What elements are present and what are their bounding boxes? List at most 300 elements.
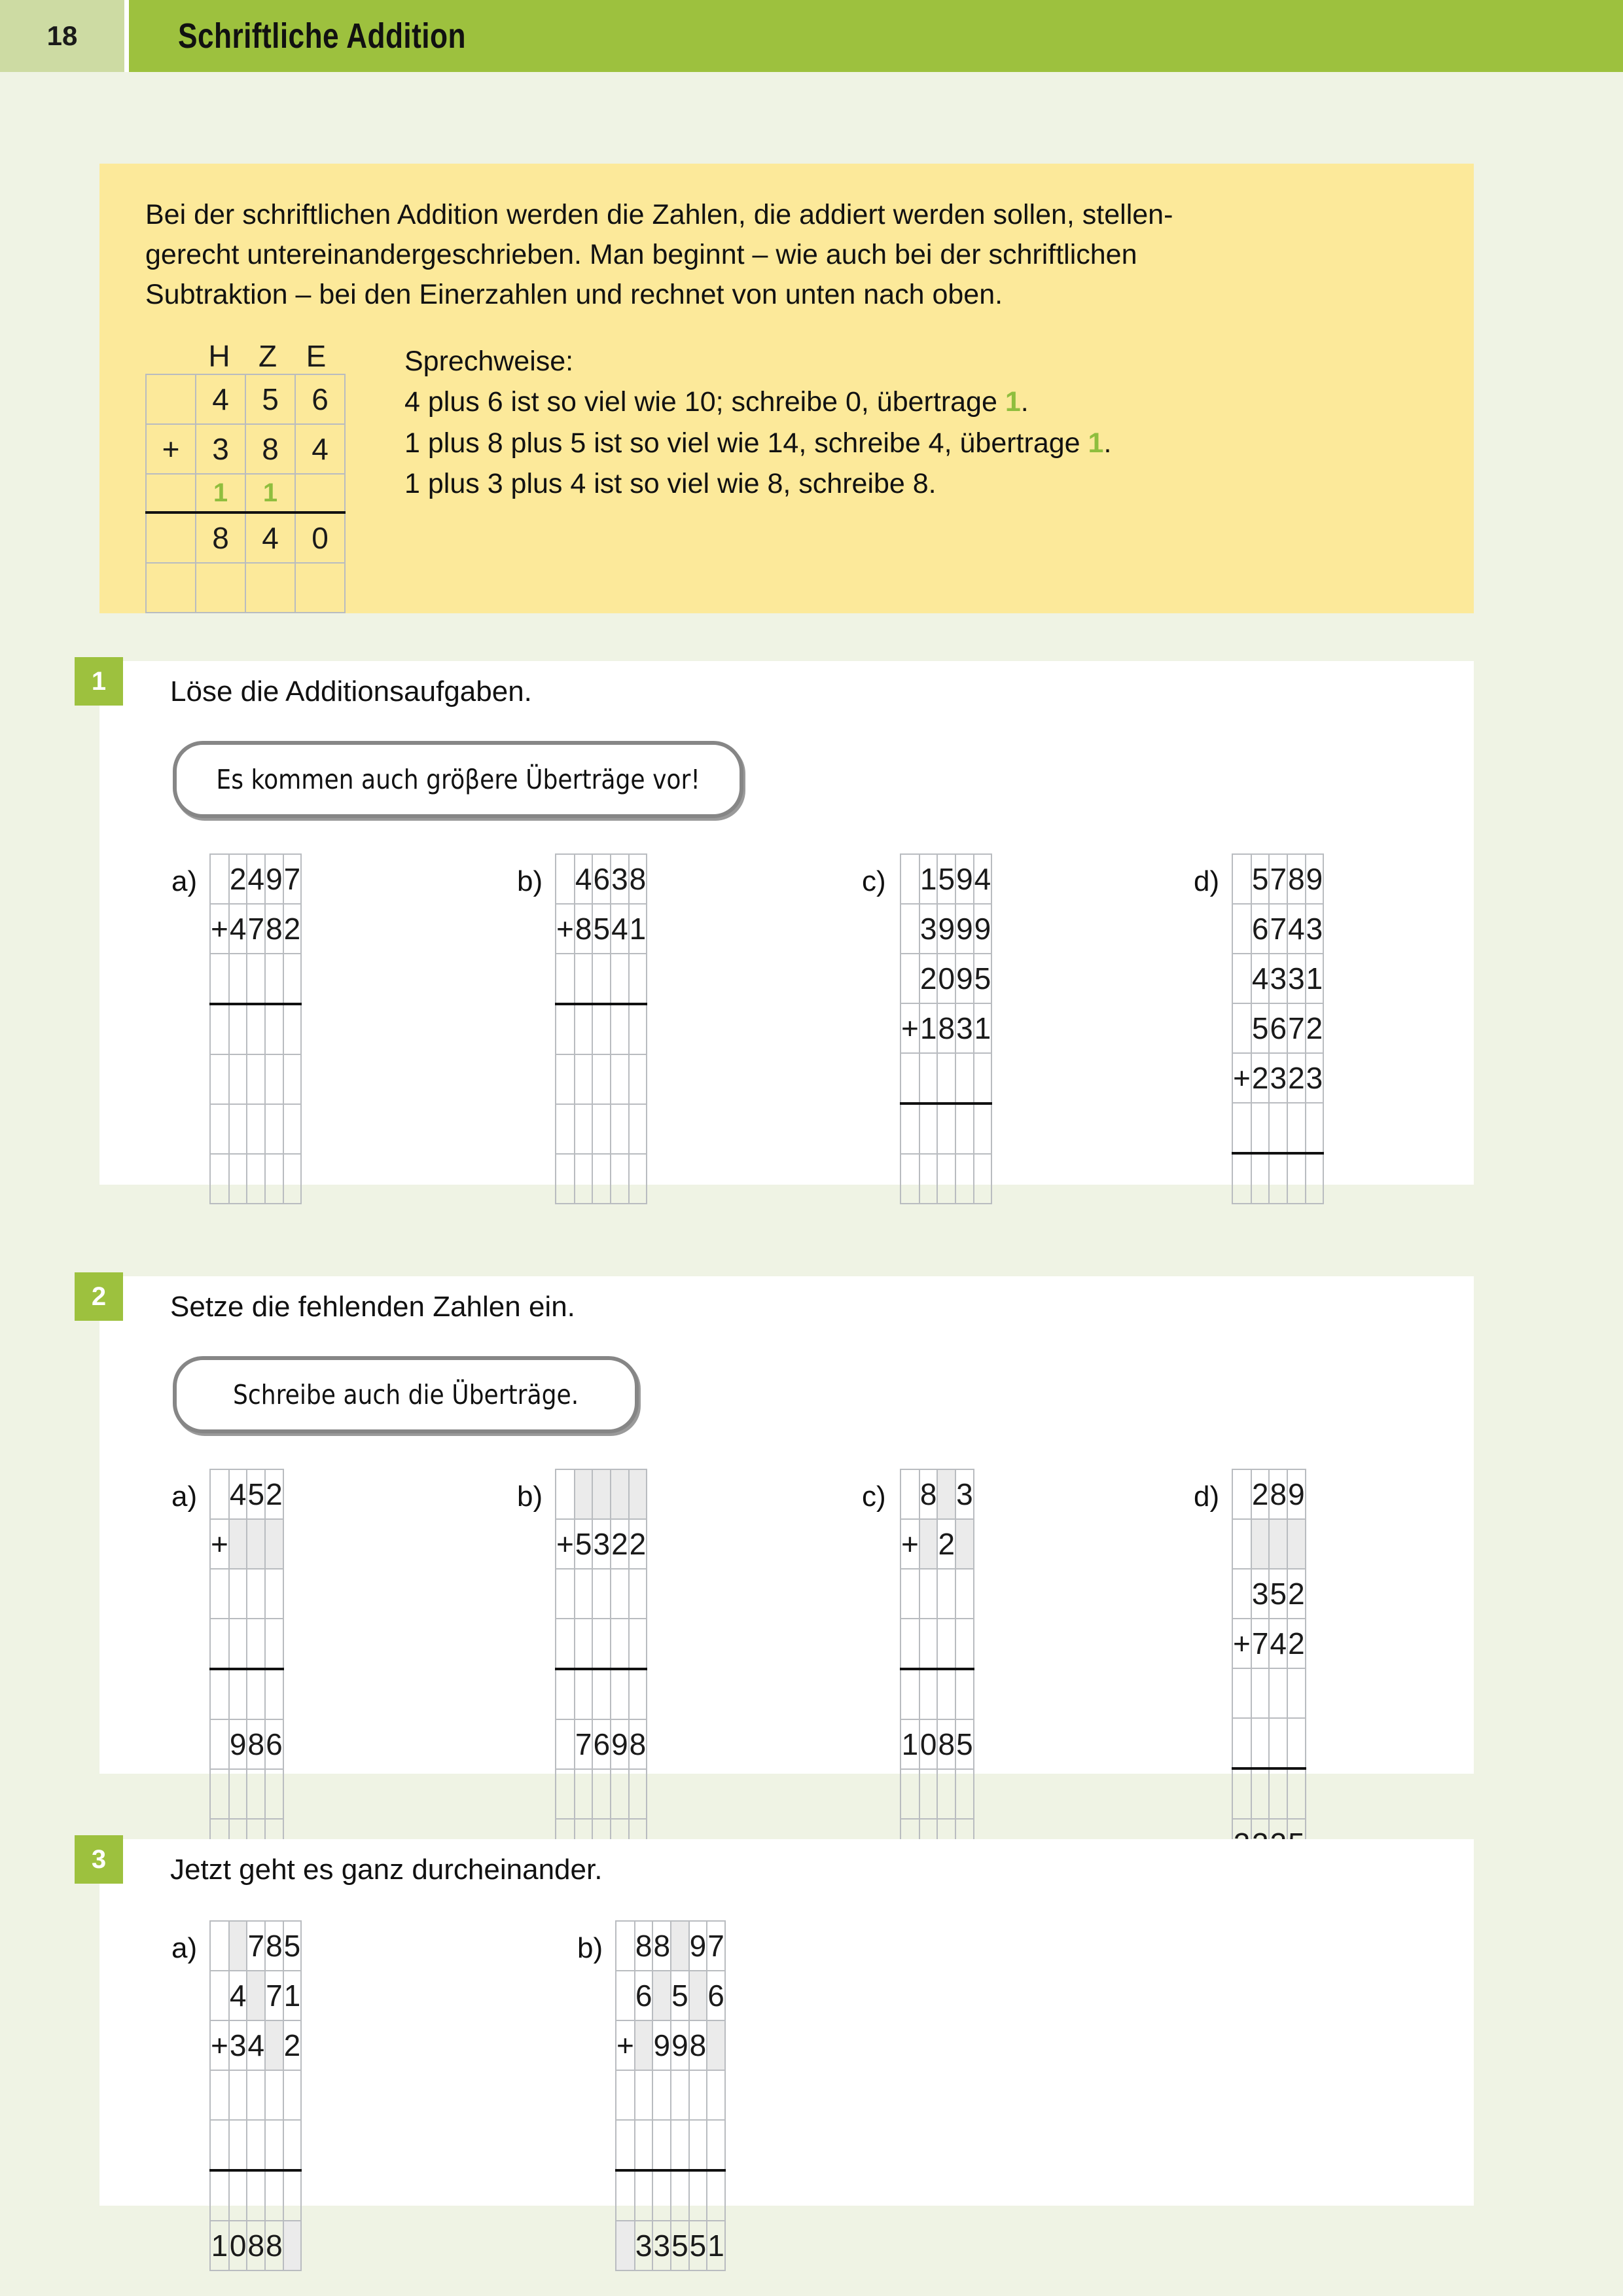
addend-row-1-operator-0[interactable] [1232,854,1251,904]
empty-row-6-blank-4[interactable] [1306,1153,1324,1204]
empty-row-3-blank-2[interactable] [247,1004,265,1054]
gap-row-2-blank-2[interactable] [247,1619,265,1669]
addend-row-1-digit-1: 1 [919,854,938,904]
post-line-row-blank-0[interactable] [556,1669,575,1719]
addend-row-2 [901,1519,974,1569]
gap-row-1-blank-1[interactable] [1251,1103,1270,1153]
addend-row-4-digit-2: 4 [1269,1619,1287,1668]
gap-row-2-blank-1[interactable] [1251,1718,1270,1768]
exercise-2-grid-wrap [209,1469,284,1869]
empty-row-5-blank-1[interactable] [919,1103,938,1154]
empty-row-4-blank-1[interactable] [229,1054,247,1104]
post-line-row-blank-0[interactable] [1232,1768,1251,1819]
gap-row-1-blank-2[interactable] [247,954,265,1004]
gap-row-1-blank-1[interactable] [229,954,247,1004]
empty-row-5-blank-4[interactable] [974,1103,992,1154]
addend-row-1-operator-0[interactable] [616,1921,635,1971]
gap-row-2-blank-2[interactable] [652,2120,671,2170]
empty-row-6-blank-2[interactable] [937,1769,955,1819]
addend-row-2-operator-0[interactable] [1232,1519,1251,1569]
empty-row-6-blank-2[interactable] [592,1769,611,1819]
post-line-row-blank-1[interactable] [635,2170,653,2221]
exercise-2-card [91,1276,1474,1774]
empty-row-3 [210,1004,301,1054]
exercise-2-grid-c [900,1469,974,1869]
empty-row-4 [210,1054,301,1104]
gap-row-1-blank-0[interactable] [1232,1103,1251,1153]
addend-row-2-digit-1: 6 [635,1971,653,2020]
gap-row-1-blank-3[interactable] [611,1569,629,1619]
empty-row-4-blank-2[interactable] [592,1054,611,1104]
gap-row-2-blank-3[interactable] [671,2120,689,2170]
gap-row-1-blank-4[interactable] [689,2070,707,2120]
empty-row-5-blank-4[interactable] [283,1104,302,1154]
addend-row-1-digit-1: 5 [1251,854,1270,904]
gap-row-2-blank-0[interactable] [616,2120,635,2170]
post-line-row-blank-0[interactable] [210,1669,229,1719]
post-line-row-blank-2[interactable] [247,2170,265,2221]
addend-row-2-operator-0[interactable] [210,1971,229,2020]
page-number: 18 [0,0,124,72]
empty-row-3-blank-0[interactable] [210,1004,229,1054]
gap-row-1-blank-0[interactable] [901,1053,919,1103]
empty-row-6-blank-0[interactable] [901,1154,919,1204]
gap-row-2 [556,1619,647,1669]
gap-row-1-blank-0[interactable] [901,1569,919,1619]
addend-row-4-digit-4: 2 [1306,1003,1324,1053]
result-row-result-digit-2: 3 [652,2221,671,2270]
post-line-row-blank-1[interactable] [575,1669,593,1719]
gap-row-1-blank-1[interactable] [1251,1668,1270,1718]
gap-row-2-blank-1[interactable] [635,2120,653,2170]
gap-row-1-blank-1[interactable] [635,2070,653,2120]
empty-row-5-blank-2[interactable] [937,1103,955,1154]
addend-row-2-digit-1[interactable] [229,1519,247,1569]
addend-row-3-operator-0[interactable] [1232,954,1251,1003]
gap-row-2-blank-1[interactable] [229,2120,247,2170]
example-blank-row-cell-2 [245,563,295,613]
gap-row-1-blank-1[interactable] [919,1569,938,1619]
post-line-row-blank-1[interactable] [229,2170,247,2221]
empty-row-4-blank-4[interactable] [629,1054,647,1104]
addend-row-2-operator-0[interactable] [1232,904,1251,954]
empty-row-4-blank-0[interactable] [556,1054,575,1104]
empty-row-6-blank-4[interactable] [283,1154,302,1204]
empty-row-4-blank-2[interactable] [247,1054,265,1104]
result-row [556,1719,647,1769]
gap-row-1-blank-0[interactable] [210,954,229,1004]
addend-row-1 [901,1469,974,1519]
addend-row-1-digit-3[interactable] [611,1469,629,1519]
result-row-result-digit-4[interactable] [283,2221,302,2270]
gap-row-1-blank-5[interactable] [707,2070,725,2120]
addend-row-1-digit-2[interactable] [592,1469,611,1519]
gap-row-1-blank-2[interactable] [592,1569,611,1619]
gap-row-1-blank-0[interactable] [556,1569,575,1619]
empty-row-5-blank-1[interactable] [575,1104,593,1154]
addend-row-1-digit-4: 9 [689,1921,707,1971]
gap-row-1-blank-2[interactable] [1269,1103,1287,1153]
addend-row-2-digit-4[interactable] [689,1971,707,2020]
result-row-result-digit-0[interactable] [616,2221,635,2270]
empty-row-5-blank-1[interactable] [229,1104,247,1154]
gap-row-1-blank-2[interactable] [592,954,611,1004]
gap-row-1-blank-1[interactable] [919,1053,938,1103]
gap-row-1-blank-0[interactable] [210,1569,229,1619]
empty-row-5-blank-0[interactable] [901,1103,919,1154]
empty-row-4-blank-1[interactable] [575,1054,593,1104]
addend-row-2-operator-0[interactable] [616,1971,635,2020]
empty-row-6-blank-3[interactable] [265,1769,283,1819]
empty-row-6 [901,1769,974,1819]
addend-row-1-digit-1[interactable] [229,1921,247,1971]
addend-row-1-digit-1: 2 [229,854,247,904]
addend-row-1-digit-4: 9 [1306,854,1324,904]
exercise-2-item-label: b) [517,1480,543,1513]
result-row-result-digit-1: 7 [575,1719,593,1769]
addend-row-1 [1232,1469,1306,1519]
gap-row-2-blank-2[interactable] [937,1619,955,1669]
empty-row-6-blank-0[interactable] [210,1154,229,1204]
empty-row-6-blank-1[interactable] [919,1154,938,1204]
empty-row-6-blank-0[interactable] [210,1769,229,1819]
sprechweise-line-2-text: 1 plus 8 plus 5 ist so viel wie 14, schreibe 4, übertrage [404,427,1088,459]
exercise-1-item-label: c) [862,865,886,897]
addend-row-1-operator-0[interactable] [210,1469,229,1519]
post-line-row [210,2170,301,2221]
empty-row-5-blank-2[interactable] [592,1104,611,1154]
empty-row-6-blank-0[interactable] [1232,1153,1251,1204]
gap-row-1-blank-2[interactable] [247,1569,265,1619]
gap-row-1 [210,954,301,1004]
gap-row-1-blank-0[interactable] [556,954,575,1004]
gap-row-1-blank-3[interactable] [611,954,629,1004]
gap-row-2-blank-5[interactable] [707,2120,725,2170]
gap-row-2-blank-2[interactable] [592,1619,611,1669]
addend-row-1-operator-0[interactable] [556,854,575,904]
addend-row-5-digit-2: 3 [1269,1053,1287,1103]
empty-row-6-blank-2[interactable] [247,1154,265,1204]
empty-row-6-blank-3[interactable] [955,1154,974,1204]
post-line-row-blank-4[interactable] [629,1669,647,1719]
empty-row-6-blank-4[interactable] [974,1154,992,1204]
addend-row-1-operator-0[interactable] [210,854,229,904]
empty-row-5-blank-3[interactable] [611,1104,629,1154]
addend-row-3-digit-2: 0 [937,954,955,1003]
empty-row-5-blank-2[interactable] [247,1104,265,1154]
sprechweise-line-3 [404,463,1111,504]
exercise-2-item-label: d) [1194,1480,1220,1513]
gap-row-1-blank-4[interactable] [1306,1103,1324,1153]
empty-row-4-blank-3[interactable] [265,1054,283,1104]
addend-row-1-operator-0[interactable] [901,854,919,904]
post-line-row-blank-0[interactable] [616,2170,635,2221]
empty-row-4-blank-4[interactable] [283,1054,302,1104]
gap-row-1-blank-4[interactable] [629,1569,647,1619]
addend-row-1-operator-0[interactable] [556,1469,575,1519]
gap-row-2-blank-3[interactable] [611,1619,629,1669]
gap-row-2-blank-3[interactable] [1287,1718,1306,1768]
empty-row-3-blank-4[interactable] [629,1004,647,1054]
addend-row-1-digit-1: 2 [1251,1469,1270,1519]
empty-row-3-blank-3[interactable] [265,1004,283,1054]
addend-row-2-digit-2[interactable] [247,1519,265,1569]
addend-row-1-digit-3: 9 [955,854,974,904]
empty-row-5-blank-3[interactable] [955,1103,974,1154]
post-line-row-blank-3[interactable] [265,1669,283,1719]
post-line-row-blank-0[interactable] [210,2170,229,2221]
gap-row-1-blank-1[interactable] [575,1569,593,1619]
addend-row-5-digit-1: 2 [1251,1053,1270,1103]
addend-row-2-operator-0: + [901,1519,919,1569]
gap-row-1-blank-3[interactable] [1287,1103,1306,1153]
addend-row-4 [1232,1003,1323,1053]
gap-row-1-blank-4[interactable] [283,954,302,1004]
addend-row-3-digit-1: 4 [1251,954,1270,1003]
addend-row-1-operator-0[interactable] [901,1469,919,1519]
gap-row-1-blank-3[interactable] [265,954,283,1004]
gap-row-2-blank-2[interactable] [1269,1718,1287,1768]
gap-row-2-blank-4[interactable] [629,1619,647,1669]
addend-row-3-digit-3[interactable] [265,2020,283,2070]
post-line-row-blank-1[interactable] [919,1669,938,1719]
example-carry-row-cell-1: 1 [196,474,245,512]
addend-row-2-digit-2[interactable] [652,1971,671,2020]
addend-row-5-operator-0: + [1232,1053,1251,1103]
addend-row-1-digit-1[interactable] [575,1469,593,1519]
gap-row-1-blank-3[interactable] [671,2070,689,2120]
gap-row-1-blank-1[interactable] [575,954,593,1004]
gap-row-2-blank-0[interactable] [901,1619,919,1669]
post-line-row-blank-3[interactable] [611,1669,629,1719]
empty-row-4-blank-3[interactable] [611,1054,629,1104]
gap-row-1-blank-2[interactable] [937,1053,955,1103]
gap-row-2-blank-4[interactable] [283,2120,302,2170]
empty-row-4 [556,1054,647,1104]
exercise-2-grid-wrap [1232,1469,1306,1869]
gap-row-2-blank-4[interactable] [689,2120,707,2170]
empty-row-6-blank-0[interactable] [901,1769,919,1819]
addend-row-1-digit-2: 8 [652,1921,671,1971]
addend-row-1-digit-2: 5 [247,1469,265,1519]
result-row-pad-0[interactable] [556,1719,575,1769]
empty-row-6-blank-3[interactable] [265,1154,283,1204]
addend-row-2-digit-3[interactable] [1287,1519,1306,1569]
addend-row-2-digit-3: 5 [671,1971,689,2020]
empty-row-5-blank-3[interactable] [265,1104,283,1154]
addend-row-1-digit-2[interactable] [937,1469,955,1519]
empty-row-3-blank-4[interactable] [283,1004,302,1054]
empty-row-5-blank-0[interactable] [210,1104,229,1154]
post-line-row-blank-1[interactable] [1251,1768,1270,1819]
result-row [210,1719,283,1769]
gap-row-2-blank-1[interactable] [229,1619,247,1669]
exercise-1-grid-wrap [900,853,992,1204]
result-row-result-digit-3: 5 [955,1719,974,1769]
empty-row-6-blank-1[interactable] [919,1769,938,1819]
empty-row-3-blank-3[interactable] [611,1004,629,1054]
gap-row-1-blank-3[interactable] [955,1569,974,1619]
post-line-row-blank-3[interactable] [1287,1768,1306,1819]
addend-row-2-digit-2[interactable] [1269,1519,1287,1569]
exercise-3-grid-b [615,1920,726,2271]
gap-row-1-blank-1[interactable] [229,2070,247,2120]
sprechweise-line-2-carry: 1 [1088,427,1104,459]
post-line-row-blank-2[interactable] [247,1669,265,1719]
post-line-row-blank-2[interactable] [652,2170,671,2221]
post-line-row-blank-4[interactable] [283,2170,302,2221]
post-line-row-blank-5[interactable] [707,2170,725,2221]
empty-row-5-blank-0[interactable] [556,1104,575,1154]
example-addend-2-cell-2: 8 [245,424,295,474]
empty-row-6-blank-3[interactable] [611,1154,629,1204]
empty-row-3-blank-1[interactable] [229,1004,247,1054]
gap-row-1 [1232,1103,1323,1153]
empty-row-6-blank-0[interactable] [556,1154,575,1204]
gap-row-1-blank-3[interactable] [265,1569,283,1619]
addend-row-1-operator-0[interactable] [1232,1469,1251,1519]
empty-row-6-blank-1[interactable] [1251,1153,1270,1204]
gap-row-1-blank-0[interactable] [1232,1668,1251,1718]
addend-row-3-digit-1: 3 [1251,1569,1270,1619]
gap-row-1-blank-3[interactable] [1287,1668,1306,1718]
addend-row-2-digit-3[interactable] [955,1519,974,1569]
addend-row-5 [1232,1053,1323,1103]
addend-row-3-digit-1[interactable] [635,2020,653,2070]
place-header-e: E [306,339,327,374]
page-title: Schriftliche Addition [178,16,466,56]
addend-row-2 [210,904,301,954]
result-row-pad-0[interactable] [210,1719,229,1769]
addend-row-2-operator-0: + [556,1519,575,1569]
empty-row-6-blank-3[interactable] [1287,1153,1306,1204]
gap-row-1-blank-2[interactable] [937,1569,955,1619]
result-row [901,1719,974,1769]
empty-row-6-blank-4[interactable] [629,1769,647,1819]
exercise-2-item-label: c) [862,1480,886,1513]
gap-row-2-blank-3[interactable] [265,1619,283,1669]
example-carry-row [146,474,345,512]
post-line-row-blank-3[interactable] [955,1669,974,1719]
addend-row-1 [556,854,647,904]
empty-row-6-blank-1[interactable] [229,1769,247,1819]
exercise-2-grid-d [1232,1469,1306,1869]
empty-row-6-blank-3[interactable] [955,1769,974,1819]
addend-row-2 [1232,1519,1306,1569]
empty-row-4-blank-0[interactable] [210,1054,229,1104]
empty-row-6-blank-4[interactable] [629,1154,647,1204]
gap-row-1-blank-2[interactable] [247,2070,265,2120]
post-line-row-blank-2[interactable] [592,1669,611,1719]
empty-row-6-blank-1[interactable] [575,1154,593,1204]
empty-row-6-blank-2[interactable] [592,1154,611,1204]
addend-row-1-operator-0[interactable] [210,1921,229,1971]
empty-row-6-blank-1[interactable] [229,1154,247,1204]
empty-row-3-blank-2[interactable] [592,1004,611,1054]
gap-row-1-blank-3[interactable] [265,2070,283,2120]
addend-row-2-digit-2[interactable] [247,1971,265,2020]
empty-row-6-blank-2[interactable] [1269,1153,1287,1204]
empty-row-6-blank-3[interactable] [611,1769,629,1819]
addend-row-1 [1232,854,1323,904]
gap-row-1-blank-4[interactable] [283,2070,302,2120]
addend-row-3-operator-0[interactable] [901,954,919,1003]
gap-row-2-blank-2[interactable] [247,2120,265,2170]
gap-row-2-blank-3[interactable] [955,1619,974,1669]
gap-row-2-blank-0[interactable] [1232,1718,1251,1768]
addend-row-5-digit-4: 3 [1306,1053,1324,1103]
exercise-1-item-label: d) [1194,865,1220,897]
addend-row-1-digit-4[interactable] [629,1469,647,1519]
empty-row-6-blank-1[interactable] [575,1769,593,1819]
addend-row-2-digit-1[interactable] [1251,1519,1270,1569]
addend-row-1-digit-3: 2 [265,1469,283,1519]
empty-row-6-blank-2[interactable] [247,1769,265,1819]
addend-row-3-operator-0[interactable] [1232,1569,1251,1619]
addend-row-1-digit-5: 7 [707,1921,725,1971]
empty-row-3-blank-0[interactable] [556,1004,575,1054]
sprechweise-line-1 [404,382,1111,422]
post-line-row-blank-1[interactable] [229,1669,247,1719]
exercise-1-grid-wrap [209,853,302,1204]
addend-row-2-digit-3: 2 [611,1519,629,1569]
gap-row-1-blank-4[interactable] [974,1053,992,1103]
addend-row-2-digit-3[interactable] [265,1519,283,1569]
gap-row-1-blank-2[interactable] [1269,1668,1287,1718]
gap-row-2-blank-0[interactable] [210,2120,229,2170]
post-line-row-blank-3[interactable] [671,2170,689,2221]
exercise-2-hint-bubble[interactable] [173,1356,639,1433]
addend-row-2-operator-0[interactable] [901,904,919,954]
empty-row-3-blank-1[interactable] [575,1004,593,1054]
addend-row-3-operator-0: + [210,2020,229,2070]
gap-row-2-blank-0[interactable] [556,1619,575,1669]
gap-row-1-blank-0[interactable] [210,2070,229,2120]
addend-row-2-digit-1[interactable] [919,1519,938,1569]
addend-row-1-digit-1: 4 [575,854,593,904]
addend-row-4-digit-2: 8 [937,1003,955,1053]
post-line-row-blank-2[interactable] [1269,1768,1287,1819]
gap-row-2-blank-3[interactable] [265,2120,283,2170]
empty-row-6-blank-2[interactable] [937,1154,955,1204]
result-row-result-digit-3: 9 [611,1719,629,1769]
addend-row-4-digit-3: 2 [1287,1619,1306,1668]
post-line-row-blank-3[interactable] [265,2170,283,2221]
post-line-row-blank-4[interactable] [689,2170,707,2221]
post-line-row-blank-0[interactable] [901,1669,919,1719]
sprechweise-line-1-carry: 1 [1005,386,1021,418]
post-line-row-blank-2[interactable] [937,1669,955,1719]
gap-row-2-blank-1[interactable] [919,1619,938,1669]
gap-row-1-blank-2[interactable] [652,2070,671,2120]
gap-row-1-blank-3[interactable] [955,1053,974,1103]
empty-row-5-blank-4[interactable] [629,1104,647,1154]
addend-row-3-digit-5[interactable] [707,2020,725,2070]
gap-row-1-blank-1[interactable] [229,1569,247,1619]
addend-row-1-digit-3[interactable] [671,1921,689,1971]
empty-row-6-blank-0[interactable] [556,1769,575,1819]
gap-row-2-blank-0[interactable] [210,1619,229,1669]
exercise-3-title: Jetzt geht es ganz durcheinander. [170,1854,603,1886]
addend-row-4 [901,1003,991,1053]
gap-row-1-blank-4[interactable] [629,954,647,1004]
example-carry-row-cell-3 [295,474,345,512]
addend-row-4-operator-0[interactable] [1232,1003,1251,1053]
exercise-1-hint-bubble[interactable] [173,741,743,818]
gap-row-1-blank-0[interactable] [616,2070,635,2120]
gap-row-2-blank-1[interactable] [575,1619,593,1669]
addend-row-4-digit-1: 5 [1251,1003,1270,1053]
